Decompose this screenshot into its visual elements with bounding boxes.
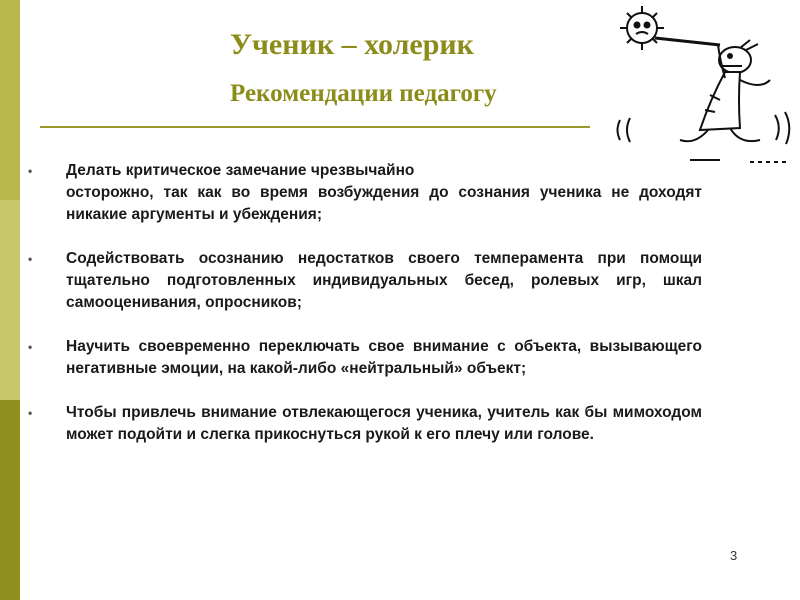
bullet-icon: •	[28, 252, 33, 266]
bullet-icon: •	[28, 340, 33, 354]
list-item-first-line: Делать критическое замечание чрезвычайно	[66, 162, 415, 179]
list-item	[26, 402, 702, 446]
bullet-icon: •	[28, 406, 33, 420]
page-number: 3	[730, 548, 738, 563]
list-item	[26, 248, 702, 314]
cartoon-angry-figure-with-mace-icon	[600, 0, 800, 175]
list-item-text: Научить своевременно переключать свое внимание с объекта, вызывающего негативные эмоции, на какой-либо «нейтральный» объект;	[66, 338, 702, 377]
list-item	[26, 336, 702, 380]
slide-title: Ученик – холерик	[230, 28, 474, 61]
title-divider	[40, 126, 590, 128]
bullet-icon: •	[28, 164, 33, 178]
recommendations-list	[26, 160, 702, 468]
list-item-text: Чтобы привлечь внимание отвлекающегося ученика, учитель как бы мимоходом может подойти и слегка прикоснуться рукой к его плечу или голове.	[66, 404, 702, 443]
list-item-continuation: осторожно, так как во время возбуждения до сознания ученика не доходят никакие аргументы и убеждения;	[66, 184, 702, 223]
slide-subtitle: Рекомендации педагогу	[230, 80, 497, 107]
left-decor-bar	[0, 0, 20, 600]
list-item-text: Содействовать осознанию недостатков своего темперамента при помощи тщательно подготовленных индивидуальных бесед, ролевых игр, шкал самооценивания, опросников;	[66, 250, 702, 311]
